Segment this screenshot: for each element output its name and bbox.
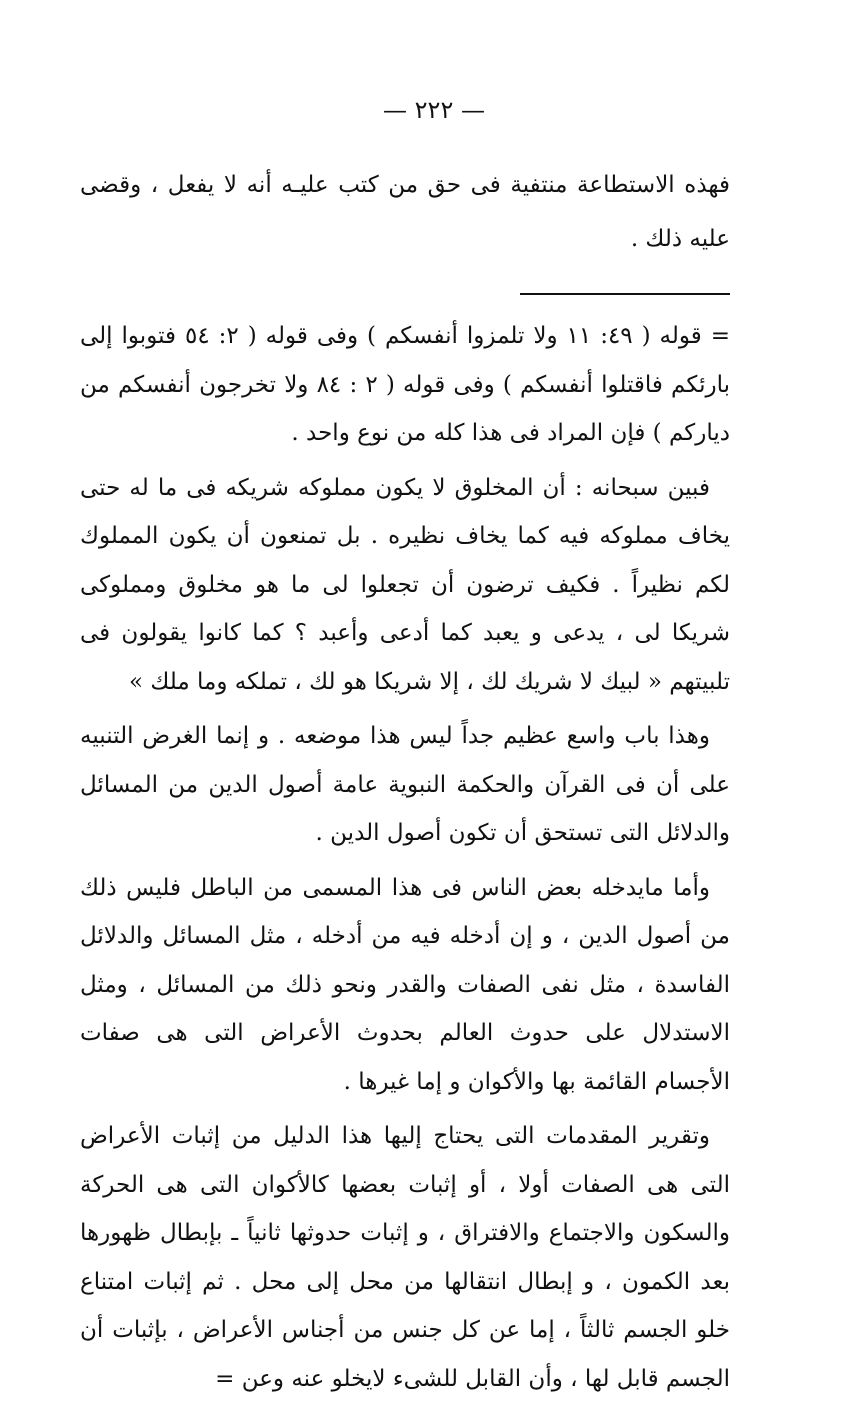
main-text-top: فهذه الاستطاعة منتفية فى حق من كتب عليـه أنه لا يفعل ، وقضى عليه ذلك . (80, 172, 730, 252)
paragraph-muqaddimat: وتقرير المقدمات التى يحتاج إليها هذا الدليل من إثبات الأعراض التى هى الصفات أولا ، أو إثبات بعضها كالأكوان التى هى الحركة والسكون والاجتماع والافتراق ، و إثبات حدوثها ثانياً ـ بإبطال ظهورها بعد الكمون ، و إبطال انتقالها من محل إلى محل . ثم إثبات امتناع خلو الجسم ثالثاً ، إما عن كل جنس من أجناس الأعراض ، بإثبات أن الجسم قابل لها ، وأن القابل للشىء لايخلو عنه وعن = (80, 1123, 730, 1392)
paragraph-usul: وهذا باب واسع عظيم جداً ليس هذا موضعه . و إنما الغرض التنبيه على أن فى القرآن والحكمة النبوية عامة أصول الدين من المسائل والدلائل التى تستحق أن تكون أصول الدين . (80, 723, 730, 846)
footnote-divider (520, 293, 730, 295)
page-number: — ٢٢٢ — (383, 96, 485, 124)
paragraph-batil: وأما مايدخله بعض الناس فى هذا المسمى من الباطل فليس ذلك من أصول الدين ، و إن أدخله فيه من أدخله ، مثل المسائل والدلائل الفاسدة ، مثل نفى الصفات والقدر ونحو ذلك من المسائل ، ومثل الاستدلال على حدوث العالم بحدوث الأعراض التى هى صفات الأجسام القائمة بها والأكوان و إما غيرها . (80, 874, 730, 1095)
paragraph-shirk: فبين سبحانه : أن المخلوق لا يكون مملوكه شريكه فى ما له حتى يخاف مملوكه فيه كما يخاف نظيره . بل تمنعون أن يكون المملوك لكم نظيراً . فكيف ترضون أن تجعلوا لى ما هو مخلوق ومملوكى شريكا لى ، يدعى و يعبد كما أدعى وأعبد ؟ كما كانوا يقولون فى تلبيتهم « لبيك لا شريك لك ، إلا شريكا هو لك ، تملكه وما ملك » (80, 474, 730, 695)
paragraph-continuation: = قوله ( ٤٩: ١١ ولا تلمزوا أنفسكم ) وفى قوله ( ٢: ٥٤ فتوبوا إلى بارئكم فاقتلوا أنفسكم ) وفى قوله ( ٢ : ٨٤ ولا تخرجون أنفسكم من دياركم ) فإن المراد فى هذا كله من نوع واحد . (80, 323, 730, 446)
body-text (80, 312, 730, 1409)
